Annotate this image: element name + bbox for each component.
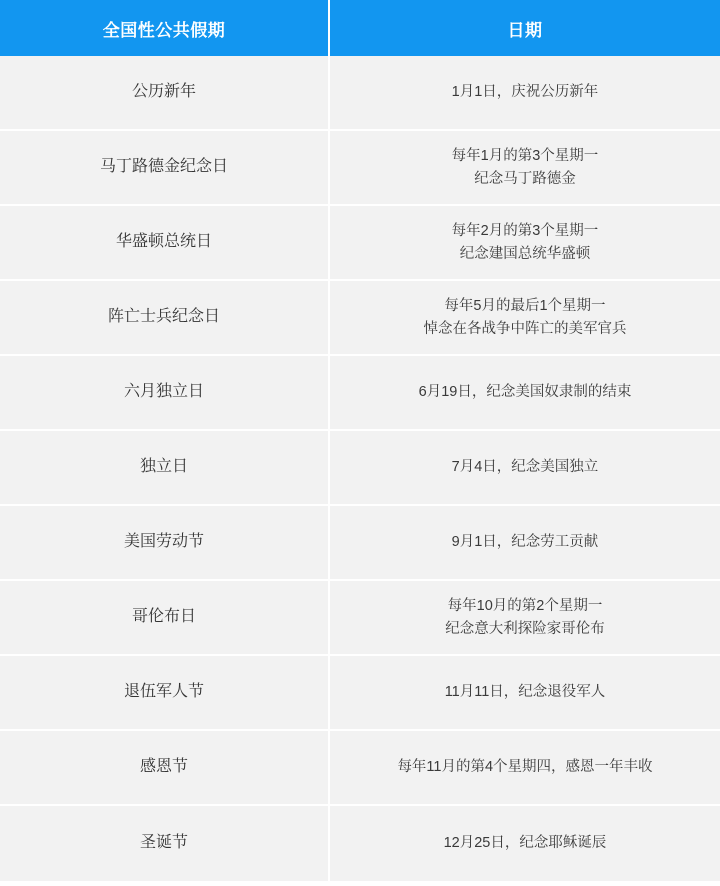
holiday-date-line: 6月19日，纪念美国奴隶制的结束 — [418, 384, 632, 401]
holiday-date-line: 12月25日，纪念耶稣诞辰 — [443, 835, 607, 852]
table-row — [0, 131, 720, 206]
holiday-name-cell: 独立日 — [0, 431, 330, 506]
holiday-name-cell: 圣诞节 — [0, 806, 330, 881]
holiday-name-cell: 阵亡士兵纪念日 — [0, 281, 330, 356]
table-row — [0, 506, 720, 581]
holiday-date-cell — [330, 131, 720, 206]
holiday-date-cell — [330, 806, 720, 881]
holiday-date-cell — [330, 506, 720, 581]
holiday-date-cell — [330, 281, 720, 356]
holiday-date-cell — [330, 656, 720, 731]
column-header-holiday: 全国性公共假期 — [0, 0, 330, 56]
holiday-date-line: 每年2月的第3个星期一 — [451, 223, 599, 240]
holiday-date-line: 每年1月的第3个星期一 — [451, 148, 599, 165]
table-header — [0, 0, 720, 56]
holiday-name-cell: 华盛顿总统日 — [0, 206, 330, 281]
holiday-name-cell: 哥伦布日 — [0, 581, 330, 656]
table-row — [0, 581, 720, 656]
holiday-date-line: 纪念建国总统华盛顿 — [459, 245, 591, 262]
table-row — [0, 56, 720, 131]
holiday-name-cell: 公历新年 — [0, 56, 330, 131]
holiday-date-cell — [330, 731, 720, 806]
holiday-date-line: 每年11月的第4个星期四，感恩一年丰收 — [397, 759, 653, 776]
holiday-date-cell — [330, 206, 720, 281]
holiday-name-cell: 感恩节 — [0, 731, 330, 806]
table-row — [0, 431, 720, 506]
holiday-name-cell: 美国劳动节 — [0, 506, 330, 581]
table-row — [0, 206, 720, 281]
holiday-name-cell: 六月独立日 — [0, 356, 330, 431]
table-row — [0, 656, 720, 731]
holiday-date-line: 纪念马丁路德金 — [474, 170, 576, 187]
table-header-row — [0, 0, 720, 56]
holiday-date-line: 每年10月的第2个星期一 — [447, 598, 603, 615]
holiday-date-line: 纪念意大利探险家哥伦布 — [445, 620, 605, 637]
holiday-date-line: 每年5月的最后1个星期一 — [444, 298, 606, 315]
holiday-date-cell — [330, 581, 720, 656]
holiday-date-cell — [330, 356, 720, 431]
holiday-date-line: 7月4日，纪念美国独立 — [451, 459, 599, 476]
holiday-date-cell — [330, 56, 720, 131]
holiday-name-cell: 退伍军人节 — [0, 656, 330, 731]
holiday-date-line: 悼念在各战争中阵亡的美军官兵 — [423, 320, 627, 337]
table-row — [0, 356, 720, 431]
holiday-date-line: 11月11日，纪念退役军人 — [444, 684, 606, 701]
holiday-name-cell: 马丁路德金纪念日 — [0, 131, 330, 206]
table-row — [0, 806, 720, 881]
holiday-date-cell — [330, 431, 720, 506]
table-row — [0, 281, 720, 356]
column-header-date: 日期 — [330, 0, 720, 56]
table-body — [0, 56, 720, 881]
table-row — [0, 731, 720, 806]
holiday-date-line: 1月1日，庆祝公历新年 — [451, 84, 599, 101]
holiday-date-line: 9月1日，纪念劳工贡献 — [451, 534, 599, 551]
